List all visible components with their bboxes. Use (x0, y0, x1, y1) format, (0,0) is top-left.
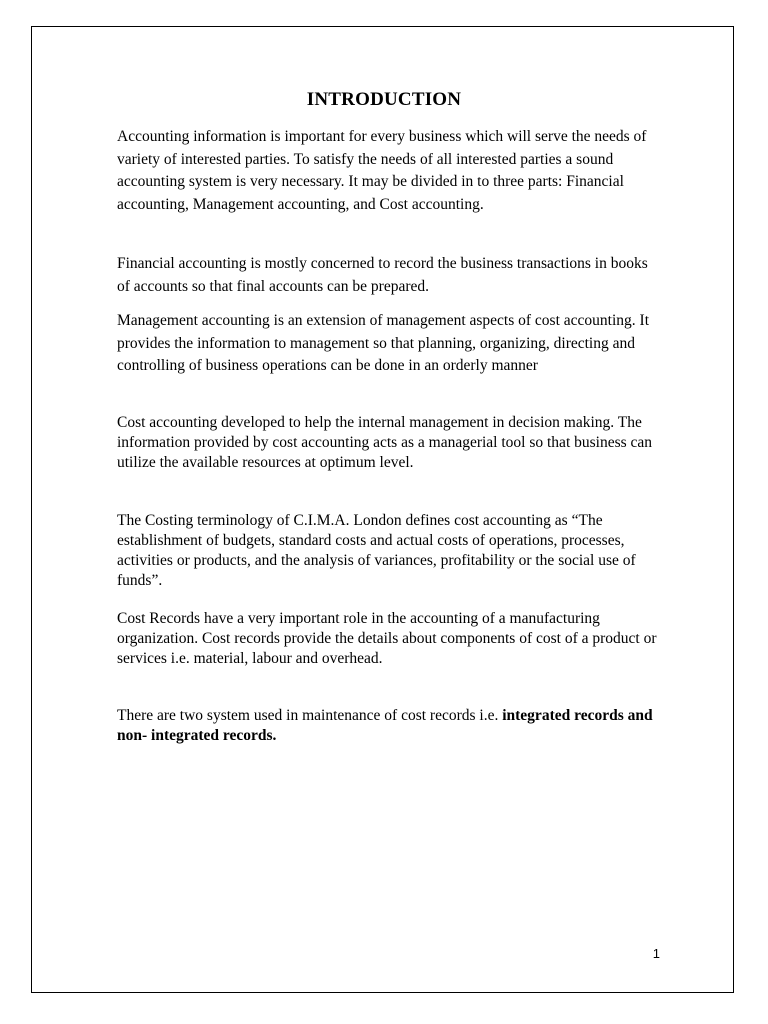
paragraph-cima-definition: The Costing terminology of C.I.M.A. London defines cost accounting as “The establishment of budgets, standard costs and actual costs of operations, processes, activities or products, and the analysis of variances, profitability or the social use of funds”. (117, 512, 636, 589)
two-systems-bold-text: integrated records and non- integrated records. (117, 707, 653, 744)
paragraph-cost-records: Cost Records have a very important role in the accounting of a manufacturing organization. Cost records provide the details about components of cost of a product or services i.e. material, labour and overhead. (117, 610, 657, 667)
paragraph-two-systems (117, 706, 662, 746)
paragraph-management-accounting: Management accounting is an extension of management aspects of cost accounting. It provides the information to management so that planning, organizing, directing and controlling of business operations can be done in an orderly manner (117, 312, 649, 374)
paragraph-cost-accounting: Cost accounting developed to help the internal management in decision making. The information provided by cost accounting acts as a managerial tool so that business can utilize the available resources at optimum level. (117, 414, 653, 471)
page-title: INTRODUCTION (306, 89, 462, 110)
two-systems-text: There are two system used in maintenance of cost records i.e. (117, 707, 503, 724)
paragraph-accounting-information: Accounting information is important for every business which will serve the needs of variety of interested parties. To satisfy the needs of all interested parties a sound accounting system is very necessary. It may be divided in to three parts: Financial accounting, Management accounting, and Cost accounting. (117, 128, 647, 213)
paragraph-financial-accounting: Financial accounting is mostly concerned to record the business transactions in books of accounts so that final accounts can be prepared. (117, 255, 648, 295)
page-number: 1 (652, 946, 660, 961)
